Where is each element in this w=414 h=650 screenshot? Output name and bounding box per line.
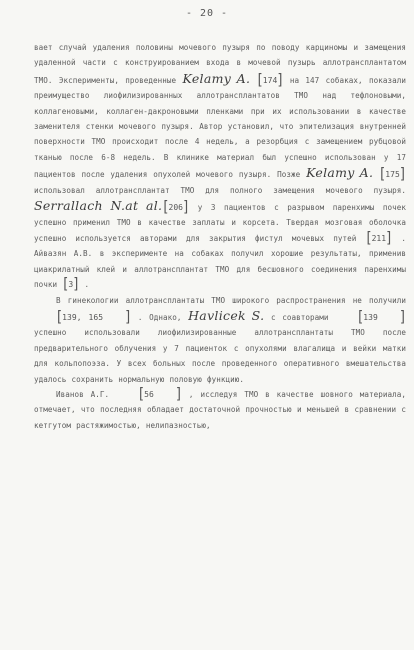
citation-number: 206 [168,203,184,213]
paragraph-text: на 147 собаках, показали преимущество лиофилизированных аллотрансплантатов ТМО над тефлоновыми, коллагеновыми, коллаген-дакроновыми пленками при их использовании в качестве заменителя стенки мочевого пузыря. Автор установил, что эпителизация внутренней поверхности ТМО происходит после 4 недель, а резорбция с замещением рубцовой тканью после 6-8 недель. В клинике материал был успешно использован у 17 пациентов после удаления опухолей мочевого пузыря. Позже [34,75,406,180]
citation-reference: [139 ] [358,308,405,327]
citation-number: 56 [144,389,154,399]
paragraph-text: . Айвазян А.В. в эксперименте на собаках получил хорошие результаты, применив циакрилатный клей и аллотрансплантат ТМО для бесшовного соединения паренхимы почки [34,233,406,290]
handwritten-author-name: Kelamy A. [182,70,251,86]
paragraph-text [250,76,256,85]
paragraph-text: у 3 пациентов с разрывом паренхимы почек успешно применил ТМО в качестве заплаты и корсета. Твердая мозговая оболочка успешно используется авторами для закрытия фистул мочевых путей [34,203,406,243]
paragraph-text: вает случай удаления половины мочевого пузыря по поводу карциномы и замещения удаленной части с конструированием входа в мочевой пузырь аллотрансплантатом ТМО. Эксперименты, проведенные [34,43,406,85]
paragraph [34,387,406,433]
paragraph-text: использовал аллотрансплантат ТМО для полного замещения мочевого пузыря. [34,185,406,195]
handwritten-author-name: Havlicek S. [188,307,265,323]
citation-number: 175 [385,170,400,180]
paragraph-text: В гинекологии аллотрансплантаты ТМО широкого распространения не получили [56,295,406,305]
citation-reference: [139, 165 ] [57,308,131,327]
citation-number: 211 [371,233,387,243]
citation-number: 139 [363,312,378,322]
paragraph-text: . Однако, [131,312,189,322]
paragraph-text: успешно использовали лиофилизированные аллотрансплантаты ТМО после предварительного облучения у 7 пациенток с опухолями влагалища и вейки матки для кольпопоэза. У всех больных после проведенного оперативного вмешательства удалось сохранить нормальную половую функцию. [34,328,406,384]
citation-reference: [206] [163,198,189,217]
citation-reference: [174] [257,71,283,89]
paragraph-text: . [79,280,90,290]
citation-reference: [175] [380,166,405,184]
paragraph-text: Иванов А.Г. [56,389,117,399]
citation-number: 139, 165 [62,312,104,322]
citation-number: 3 [68,280,74,290]
paragraph-text: , исследуя ТМО в качестве шовного материала, отмечает, что последняя обладает достаточной прочностью и меньшей в сравнении с кетгутом растяжимостью, нелипазностью, [34,389,406,430]
paragraph-text: с соавторами [264,312,336,322]
document-body [34,40,406,433]
paragraph [34,40,406,293]
paragraph [34,293,406,387]
handwritten-author-name: Serrallach N.at al. [34,198,163,214]
page-number: - 20 - [185,8,229,19]
citation-reference: [56 ] [139,385,182,404]
citation-reference: [3] [63,275,79,294]
citation-reference: [211] [366,229,392,247]
handwritten-author-name: Kelamy A. [306,165,374,181]
citation-number: 174 [262,75,278,85]
